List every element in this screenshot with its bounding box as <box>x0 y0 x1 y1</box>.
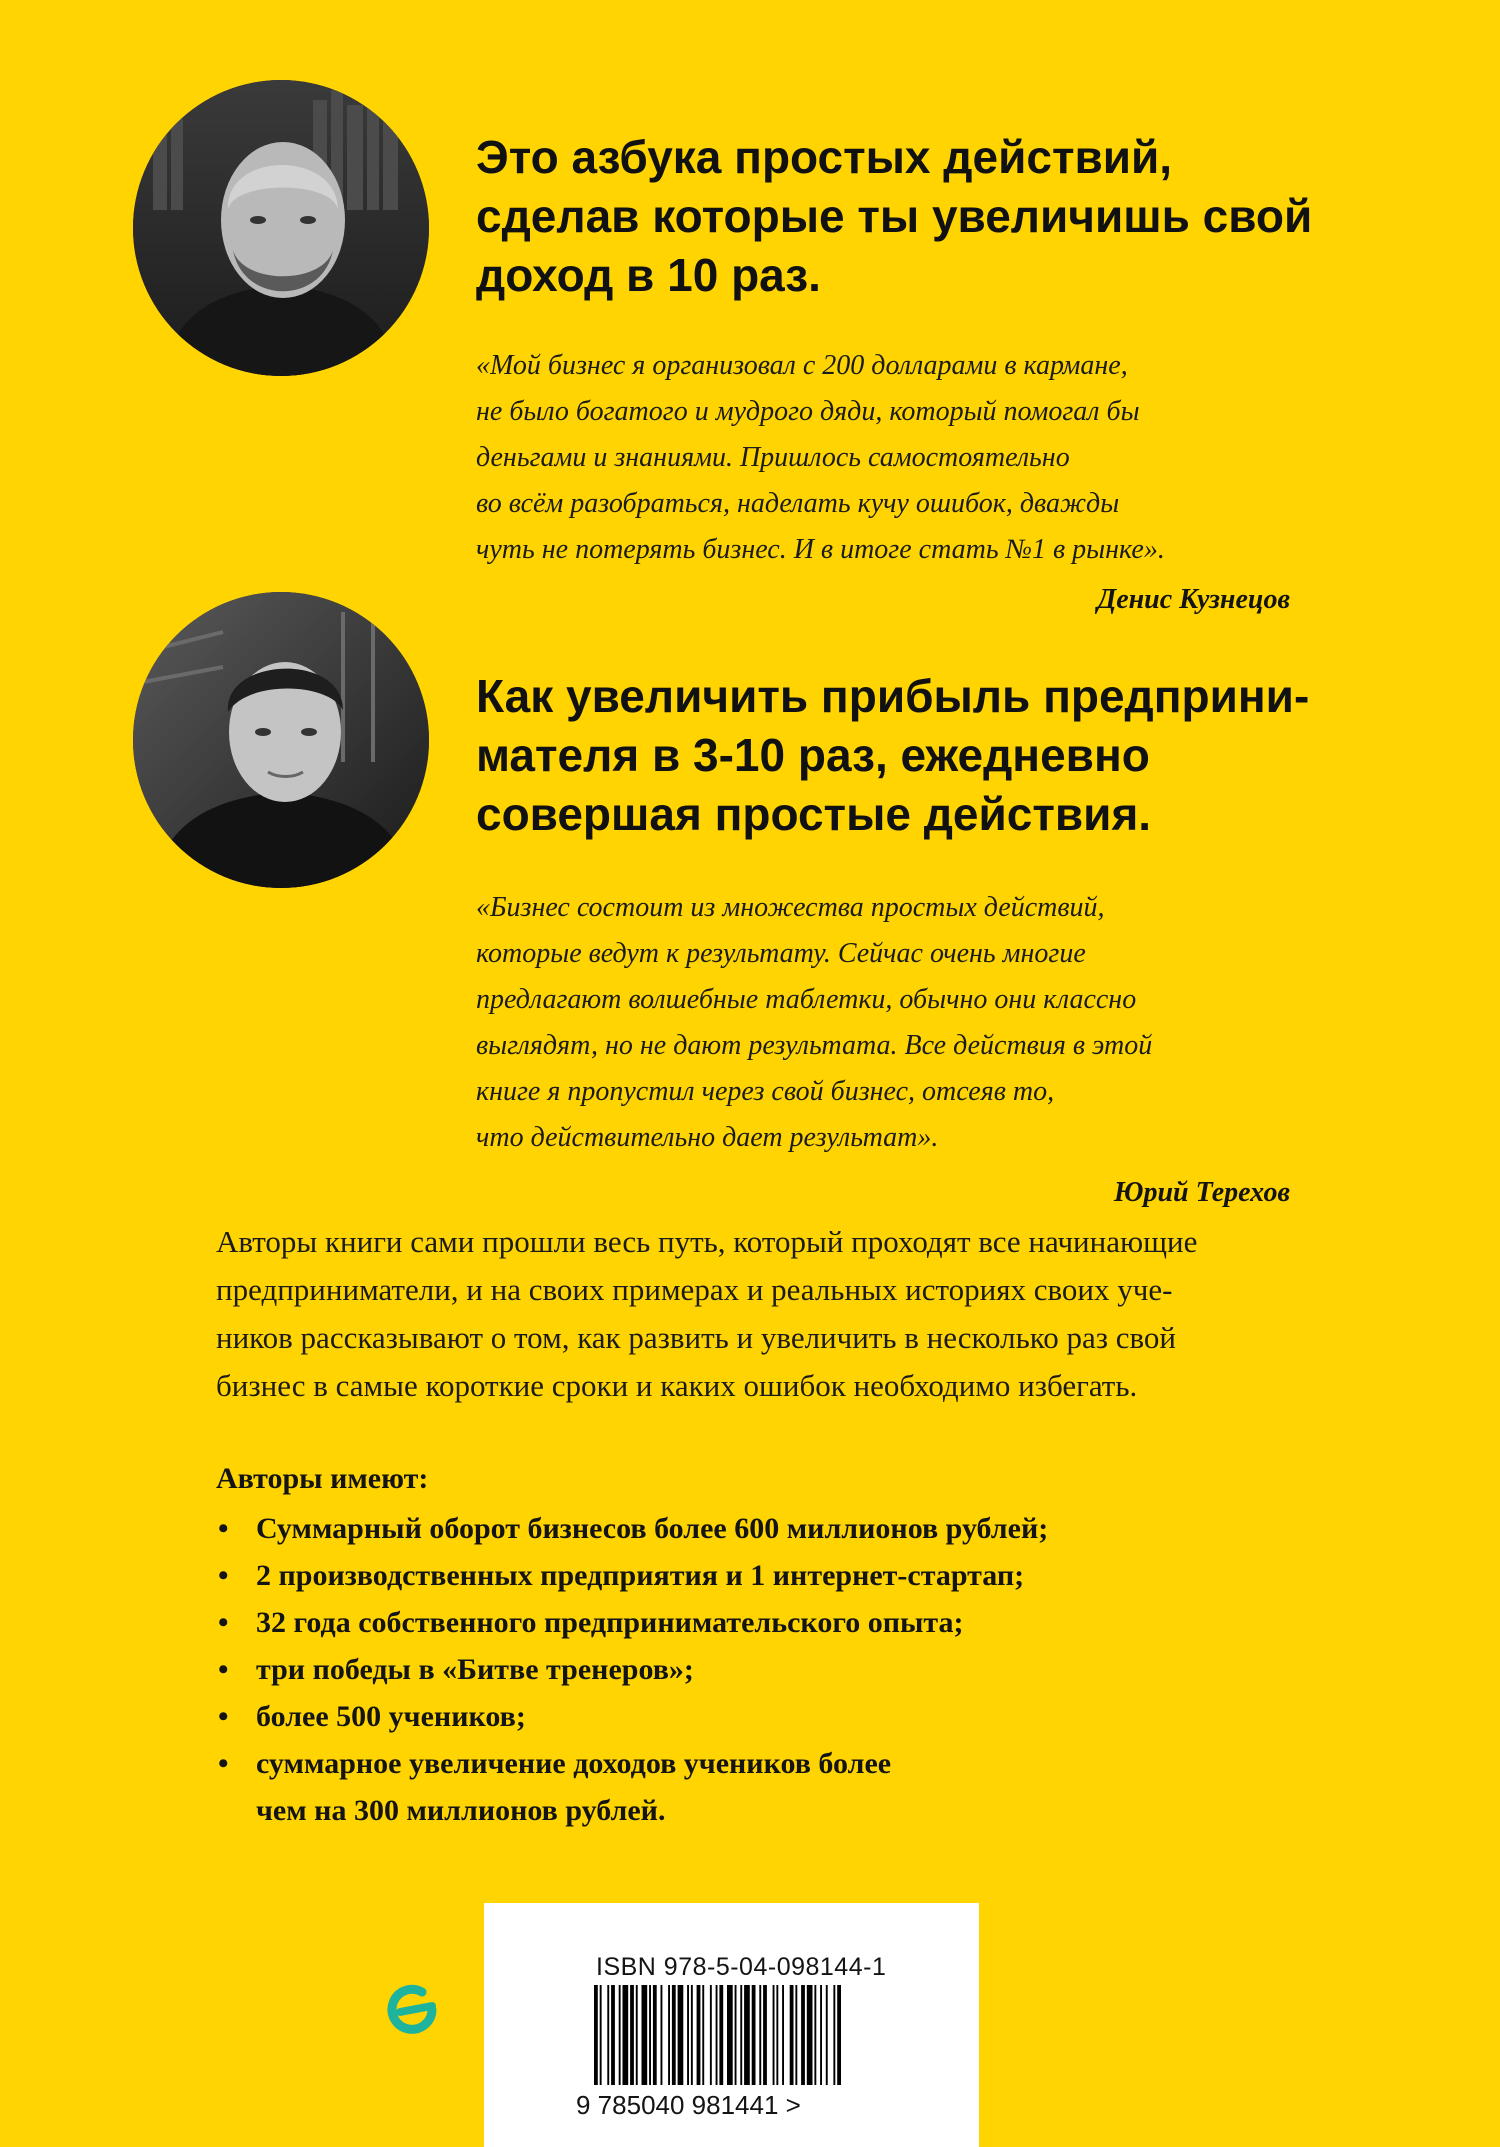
barcode-bar <box>619 1985 621 2085</box>
barcode-bar <box>820 1985 822 2085</box>
barcode-bar <box>678 1985 684 2085</box>
eksmo-logo-icon <box>384 1980 444 2040</box>
barcode-bar <box>807 1985 813 2085</box>
barcode-bar <box>837 1985 841 2085</box>
description-line: бизнес в самые короткие сроки и каких ошибок необходимо избегать. <box>216 1368 1138 1403</box>
barcode-bar <box>716 1985 718 2085</box>
barcode-bar <box>740 1985 742 2085</box>
list-item: • 2 производственных предприятия и 1 интернет-стартап; <box>216 1552 1048 1599</box>
description-line: ников рассказывают о том, как развить и увеличить в несколько раз свой <box>216 1320 1176 1355</box>
barcode-bar <box>752 1985 756 2085</box>
list-item: • Суммарный оборот бизнесов более 600 миллионов рублей; <box>216 1505 1048 1552</box>
portrait-icon <box>133 592 429 888</box>
book-description <box>216 1218 1197 1410</box>
barcode-bar <box>735 1985 737 2085</box>
barcode-bar <box>653 1985 657 2085</box>
quote-1-line: во всём разобраться, наделать кучу ошибок, дважды <box>476 488 1120 519</box>
headline-2-line: совершая простые действия. <box>476 788 1152 840</box>
barcode-bar <box>763 1985 767 2085</box>
barcode-bar <box>702 1985 704 2085</box>
barcode-bar <box>594 1985 598 2085</box>
quote-2-line: которые ведут к результату. Сейчас очень многие <box>476 938 1086 969</box>
barcode-bar <box>782 1985 784 2085</box>
portrait-icon <box>133 80 429 376</box>
list-item: • более 500 учеников; <box>216 1693 1048 1740</box>
quote-1-line: деньгами и знаниями. Пришлось самостоятельно <box>476 442 1070 473</box>
barcode-bar <box>636 1985 638 2085</box>
barcode-bar <box>691 1985 693 2085</box>
quote-1-line: не было богатого и мудрого дяди, который помогал бы <box>476 396 1140 427</box>
barcode-bar <box>719 1985 723 2085</box>
quote-2-line: предлагают волшебные таблетки, обычно они классно <box>476 984 1137 1015</box>
headline-1-line: Это азбука простых действий, <box>476 131 1173 183</box>
isbn-number: ISBN 978-5-04-098144-1 <box>596 1953 887 1981</box>
barcode-bar <box>801 1985 805 2085</box>
barcode-bars <box>594 1985 886 2085</box>
barcode-bar <box>776 1985 778 2085</box>
author-name-2: Юрий Терехов <box>1113 1177 1290 1208</box>
barcode-bar <box>661 1985 663 2085</box>
barcode-bar <box>826 1985 828 2085</box>
quote-2-line: выглядят, но не дают результата. Все действия в этой <box>476 1030 1153 1061</box>
barcode-bar <box>630 1985 634 2085</box>
headline-1-line: доход в 10 раз. <box>476 249 821 301</box>
quote-2-line: книге я пропустил через свой бизнес, отсеяв то, <box>476 1076 1055 1107</box>
barcode-bar <box>814 1985 816 2085</box>
barcode-bar <box>687 1985 689 2085</box>
barcode-bar <box>649 1985 651 2085</box>
barcode-bar <box>795 1985 797 2085</box>
quote-1-line: «Мой бизнес я организовал с 200 долларами в кармане, <box>476 350 1128 381</box>
barcode-bar <box>833 1985 835 2085</box>
list-item-line: суммарное увеличение доходов учеников более <box>256 1747 892 1780</box>
barcode-bar <box>623 1985 629 2085</box>
author-name-1: Денис Кузнецов <box>1097 584 1290 615</box>
quote-2-line: «Бизнес состоит из множества простых действий, <box>476 892 1105 923</box>
quote-1-line: чуть не потерять бизнес. И в итоге стать №1 в рынке». <box>476 534 1165 565</box>
list-item-line: чем на 300 миллионов рублей. <box>256 1794 666 1827</box>
barcode-bar <box>759 1985 761 2085</box>
headline-1 <box>476 128 1312 305</box>
quote-2-line: что действительно дает результат». <box>476 1122 939 1153</box>
headline-1-line: сделав которые ты увеличишь свой <box>476 190 1313 242</box>
barcode-digits: 9 785040 981441 > <box>576 2090 801 2120</box>
facts-title: Авторы имеют: <box>216 1462 429 1495</box>
barcode-bar <box>642 1985 648 2085</box>
barcode-bar <box>744 1985 750 2085</box>
barcode-bar <box>697 1985 701 2085</box>
quote-1 <box>476 343 1165 573</box>
list-item: • 32 года собственного предпринимательского опыта; <box>216 1599 1048 1646</box>
barcode-box <box>484 1903 979 2147</box>
barcode-bar <box>710 1985 712 2085</box>
barcode-bar <box>790 1985 794 2085</box>
barcode-bar <box>607 1985 609 2085</box>
barcode-bar <box>672 1985 676 2085</box>
barcode-bar <box>611 1985 615 2085</box>
quote-2 <box>476 885 1152 1161</box>
list-item <box>216 1740 1048 1834</box>
headline-2-line: мателя в 3-10 раз, ежедневно <box>476 729 1150 781</box>
description-line: предприниматели, и на своих примерах и реальных историях своих уче- <box>216 1272 1173 1307</box>
headline-2 <box>476 667 1309 844</box>
author-photo-kuznetsov <box>133 80 429 376</box>
author-photo-terekhov <box>133 592 429 888</box>
facts-list <box>216 1505 1048 1834</box>
barcode-bar <box>600 1985 602 2085</box>
list-item: • три победы в «Битве тренеров»; <box>216 1646 1048 1693</box>
barcode-bar <box>773 1985 775 2085</box>
barcode-bar <box>668 1985 670 2085</box>
description-line: Авторы книги сами прошли весь путь, который проходят все начинающие <box>216 1224 1198 1259</box>
headline-2-line: Как увеличить прибыль предприни- <box>476 670 1310 722</box>
barcode-bar <box>727 1985 733 2085</box>
